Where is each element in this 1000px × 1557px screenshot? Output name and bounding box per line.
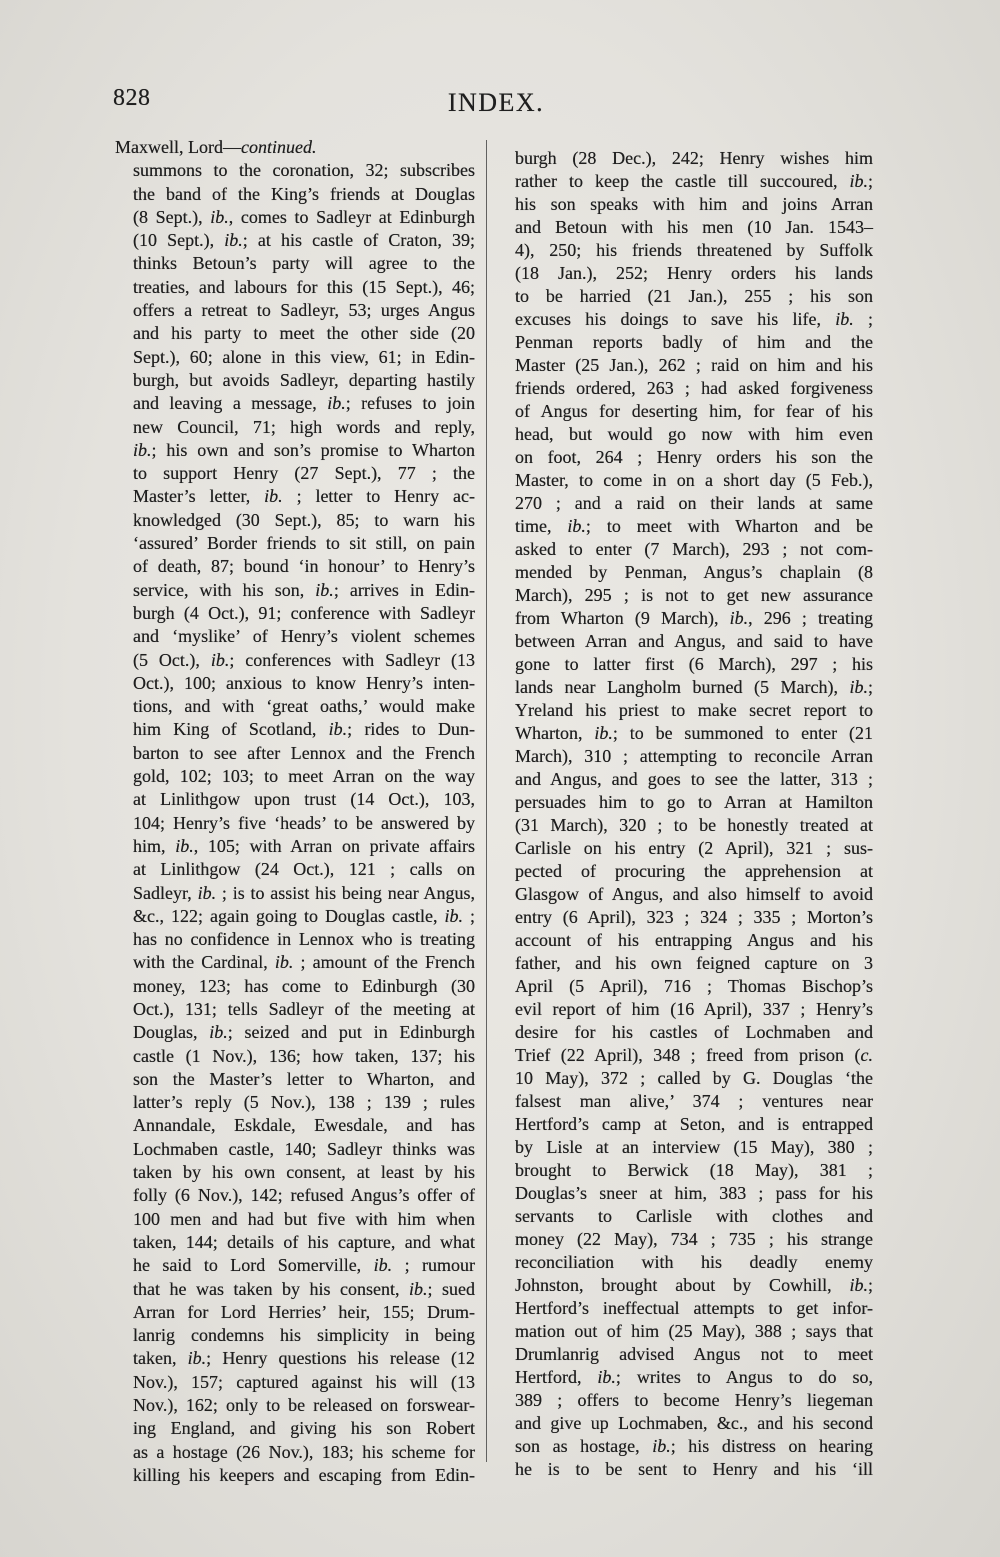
index-line: Carlisle on his entry (2 April), 321 ; sus- [515, 838, 873, 858]
index-line: to support Henry (27 Sept.), 77 ; the [133, 463, 475, 484]
italic-abbreviation: ib. [408, 1278, 428, 1299]
index-line: March), 295 ; is not to get new assurance [515, 585, 873, 605]
index-line: treaties, and labours for this (15 Sept.), 46; [133, 276, 475, 297]
index-line: entry (6 April), 323 ; 324 ; 335 ; Morton’s [515, 907, 873, 927]
index-line: that he was taken by his consent, ib.; sued [133, 1278, 475, 1299]
index-line: 4), 250; his friends threatened by Suffolk [515, 240, 873, 260]
italic-abbreviation: ib. [849, 171, 868, 191]
index-line: father, and his own feigned capture on 3 [515, 953, 873, 973]
italic-abbreviation: ib. [315, 579, 334, 600]
index-line: with the Cardinal, ib. ; amount of the French [133, 952, 475, 973]
index-line: April (5 April), 716 ; Thomas Bischop’s [515, 976, 873, 996]
index-line: at Linlithgow (24 Oct.), 121 ; calls on [133, 859, 475, 880]
index-line: and give up Lochmaben, &c., and his second [515, 1413, 873, 1433]
index-line: Drumlanrig advised Angus not to meet [515, 1344, 873, 1364]
index-line: from Wharton (9 March), ib., 296 ; treating [515, 608, 873, 628]
entry-continued-label: continued. [240, 137, 317, 157]
index-line: knowledged (30 Sept.), 85; to warn his [133, 509, 475, 530]
index-line: thinks Betoun’s party will agree to the [133, 253, 475, 274]
index-line: Annandale, Eskdale, Ewesdale, and has [133, 1115, 475, 1136]
index-line: falsest man alive,’ 374 ; ventures near [515, 1091, 873, 1111]
index-line: Master, to come in on a short day (5 Feb.), [515, 470, 873, 490]
index-line: Master (25 Jan.), 262 ; raid on him and his [515, 355, 873, 375]
index-line: barton to see after Lennox and the French [133, 742, 475, 763]
index-line: folly (6 Nov.), 142; refused Angus’s offer of [133, 1185, 475, 1206]
index-line: money, 123; has come to Edinburgh (30 [133, 975, 475, 996]
index-line: Oct.), 131; tells Sadleyr of the meeting at [133, 998, 475, 1019]
italic-abbreviation: ib. [327, 393, 346, 414]
index-line: Nov.), 162; only to be released on forswear- [133, 1395, 475, 1416]
index-line: taken, 144; details of his capture, and what [133, 1231, 475, 1252]
index-line: time, ib.; to meet with Wharton and be [515, 516, 873, 536]
index-line: March), 310 ; attempting to reconcile Arran [515, 746, 873, 766]
index-line: Douglas’s sneer at him, 383 ; pass for his [515, 1183, 873, 1203]
italic-abbreviation: c. [860, 1045, 873, 1065]
index-line: Master’s letter, ib. ; letter to Henry ac- [133, 486, 475, 507]
index-line: Trief (22 April), 348 ; freed from prison (c. [515, 1045, 873, 1065]
index-line: the band of the King’s friends at Douglas [133, 183, 475, 204]
index-line: burgh (4 Oct.), 91; conference with Sadleyr [133, 602, 475, 623]
index-line: reconciliation with his deadly enemy [515, 1252, 873, 1272]
index-line: Johnston, brought about by Cowhill, ib.; [515, 1275, 873, 1295]
index-line: and Angus, and goes to see the latter, 313 ; [515, 769, 873, 789]
index-line: and ‘myslike’ of Henry’s violent schemes [133, 626, 475, 647]
index-line: (8 Sept.), ib., comes to Sadleyr at Edinburgh [133, 206, 476, 227]
italic-abbreviation: ib. [209, 1022, 228, 1043]
index-line: 270 ; and a raid on their lands at same [515, 493, 873, 513]
page-number: 828 [113, 85, 151, 111]
index-line: 10 May), 372 ; called by G. Douglas ‘the [515, 1068, 873, 1088]
italic-abbreviation: ib. [729, 608, 749, 628]
index-line: 389 ; offers to become Henry’s liegeman [515, 1390, 873, 1410]
index-line: him King of Scotland, ib.; rides to Dun- [133, 719, 475, 740]
index-line: Penman reports badly of him and the [515, 332, 873, 352]
index-line: desire for his castles of Lochmaben and [515, 1022, 873, 1042]
index-line: mended by Penman, Angus’s chaplain (8 [515, 562, 873, 582]
index-line: Hertford’s camp at Seton, and is entrapped [515, 1114, 873, 1134]
index-line: &c., 122; again going to Douglas castle, ib. ; [133, 905, 475, 926]
italic-abbreviation: ib. [175, 835, 194, 856]
index-line: account of his entrapping Angus and his [515, 930, 873, 950]
running-head: INDEX. [447, 88, 545, 117]
italic-abbreviation: ib. [187, 1348, 207, 1369]
index-line: Douglas, ib.; seized and put in Edinburgh [133, 1022, 475, 1043]
index-line: brought to Berwick (18 May), 381 ; [515, 1160, 873, 1180]
index-line: at Linlithgow upon trust (14 Oct.), 103, [133, 789, 475, 810]
index-line: Yreland his priest to make secret report to [515, 700, 873, 720]
index-line: burgh (28 Dec.), 242; Henry wishes him [515, 148, 873, 168]
index-line: (31 March), 320 ; to be honestly treated at [515, 815, 873, 835]
italic-abbreviation: ib. [224, 230, 243, 251]
index-line: ing England, and giving his son Robert [133, 1418, 475, 1439]
italic-abbreviation: ib. [274, 952, 294, 973]
index-line: gone to latter first (6 March), 297 ; his [515, 654, 873, 674]
italic-abbreviation: ib. [567, 516, 586, 536]
index-line: lanrig condemns his simplicity in being [133, 1325, 475, 1346]
index-line: tions, and with ‘great oaths,’ would make [133, 696, 475, 717]
index-line: son the Master’s letter to Wharton, and [133, 1068, 475, 1089]
index-line: pected of procuring the apprehension at [515, 861, 873, 881]
index-line: Oct.), 100; anxious to know Henry’s inten- [133, 672, 475, 693]
italic-abbreviation: ib. [849, 677, 868, 697]
index-line: has no confidence in Lennox who is treating [133, 929, 475, 950]
italic-abbreviation: ib. [597, 1367, 616, 1387]
index-line: and Betoun with his men (10 Jan. 1543– [515, 217, 873, 237]
index-line: Hertford, ib.; writes to Angus to do so, [515, 1367, 873, 1387]
index-line: taken, ib.; Henry questions his release (12 [133, 1348, 475, 1369]
italic-abbreviation: ib. [594, 723, 613, 743]
index-line: he is to be sent to Henry and his ‘ill [515, 1459, 873, 1479]
italic-abbreviation: ib. [444, 905, 463, 926]
column-rule [486, 140, 487, 1462]
index-line: and leaving a message, ib.; refuses to join [133, 393, 475, 414]
italic-abbreviation: ib. [210, 206, 229, 227]
italic-abbreviation: ib. [210, 649, 230, 670]
index-line: servants to Carlisle with clothes and [515, 1206, 873, 1226]
index-line: Sept.), 60; alone in this view, 61; in Edin- [133, 346, 475, 367]
index-line: persuades him to go to Arran at Hamilton [515, 792, 873, 812]
index-line: friends ordered, 263 ; had asked forgiveness [515, 378, 873, 398]
index-line: ‘assured’ Border friends to sit still, on pain [133, 533, 475, 554]
index-line: him, ib., 105; with Arran on private affairs [133, 835, 475, 856]
index-line: head, but would go now with him even [515, 424, 873, 444]
left-column [115, 136, 475, 1487]
italic-abbreviation: ib. [835, 309, 854, 329]
index-line: ib.; his own and son’s promise to Wharton [133, 439, 475, 460]
index-line: latter’s reply (5 Nov.), 138 ; 139 ; rules [133, 1092, 475, 1113]
index-line: new Council, 71; high words and reply, [133, 416, 475, 437]
index-line: 100 men and had but five with him when [133, 1208, 475, 1229]
index-line: Hertford’s ineffectual attempts to get infor- [515, 1298, 873, 1318]
index-line: 104; Henry’s five ‘heads’ to be answered by [133, 812, 475, 833]
italic-abbreviation: ib. [197, 882, 217, 903]
index-line: to be harried (21 Jan.), 255 ; his son [515, 286, 873, 306]
index-line: Wharton, ib.; to be summoned to enter (21 [515, 723, 873, 743]
index-line: (10 Sept.), ib.; at his castle of Craton, 39; [133, 230, 475, 251]
index-line: killing his keepers and escaping from Edin- [133, 1464, 475, 1485]
index-line: mation out of him (25 May), 388 ; says that [515, 1321, 873, 1341]
index-line: on foot, 264 ; Henry orders his son the [515, 447, 873, 467]
index-line: Glasgow of Angus, and also himself to avoid [515, 884, 873, 904]
index-line: money (22 May), 734 ; 735 ; his strange [515, 1229, 873, 1249]
index-line: of Angus for deserting him, for fear of his [515, 401, 873, 421]
index-line: lands near Langholm burned (5 March), ib.; [515, 677, 873, 697]
index-line: rather to keep the castle till succoured, ib.; [515, 171, 873, 191]
index-line: (5 Oct.), ib.; conferences with Sadleyr (13 [133, 649, 475, 670]
index-line: taken by his own consent, at least by his [133, 1162, 475, 1183]
index-line: by Lisle at an interview (15 May), 380 ; [515, 1137, 873, 1157]
index-line: son as hostage, ib.; his distress on hearing [515, 1436, 874, 1456]
index-line: Sadleyr, ib. ; is to assist his being near Angus, [133, 882, 476, 903]
index-line: asked to enter (7 March), 293 ; not com- [515, 539, 873, 559]
right-column [497, 147, 873, 1481]
italic-abbreviation: ib. [849, 1275, 868, 1295]
italic-abbreviation: ib. [264, 486, 283, 507]
index-line: offers a retreat to Sadleyr, 53; urges Angus [133, 300, 475, 321]
index-line: (18 Jan.), 252; Henry orders his lands [515, 263, 873, 283]
index-line: gold, 102; 103; to meet Arran on the way [133, 766, 475, 787]
index-line: he said to Lord Somerville, ib. ; rumour [133, 1255, 475, 1276]
index-line: between Arran and Angus, and said to have [515, 631, 873, 651]
index-entry-heading [115, 136, 475, 159]
italic-abbreviation: ib. [652, 1436, 671, 1456]
index-line: burgh, but avoids Sadleyr, departing hastily [133, 369, 475, 390]
italic-abbreviation: ib. [133, 439, 152, 460]
index-line: Arran for Lord Herries’ heir, 155; Drum- [133, 1301, 475, 1322]
index-line: his son speaks with him and joins Arran [515, 194, 873, 214]
entry-name: Maxwell, Lord— [115, 137, 241, 157]
index-line: castle (1 Nov.), 136; how taken, 137; his [133, 1045, 475, 1066]
italic-abbreviation: ib. [328, 719, 348, 740]
index-line: service, with his son, ib.; arrives in Edin- [133, 579, 476, 600]
index-line: and his party to meet the other side (20 [133, 323, 475, 344]
index-line: Lochmaben castle, 140; Sadleyr thinks was [133, 1138, 475, 1159]
index-line: as a hostage (26 Nov.), 183; his scheme for [133, 1441, 475, 1462]
index-line: excuses his doings to save his life, ib. ; [515, 309, 873, 329]
index-line: summons to the coronation, 32; subscribes [133, 160, 475, 181]
italic-abbreviation: ib. [373, 1255, 393, 1276]
index-line: evil report of him (16 April), 337 ; Henry’s [515, 999, 873, 1019]
index-line: Nov.), 157; captured against his will (13 [133, 1371, 475, 1392]
index-line: of death, 87; bound ‘in honour’ to Henry’s [133, 556, 475, 577]
